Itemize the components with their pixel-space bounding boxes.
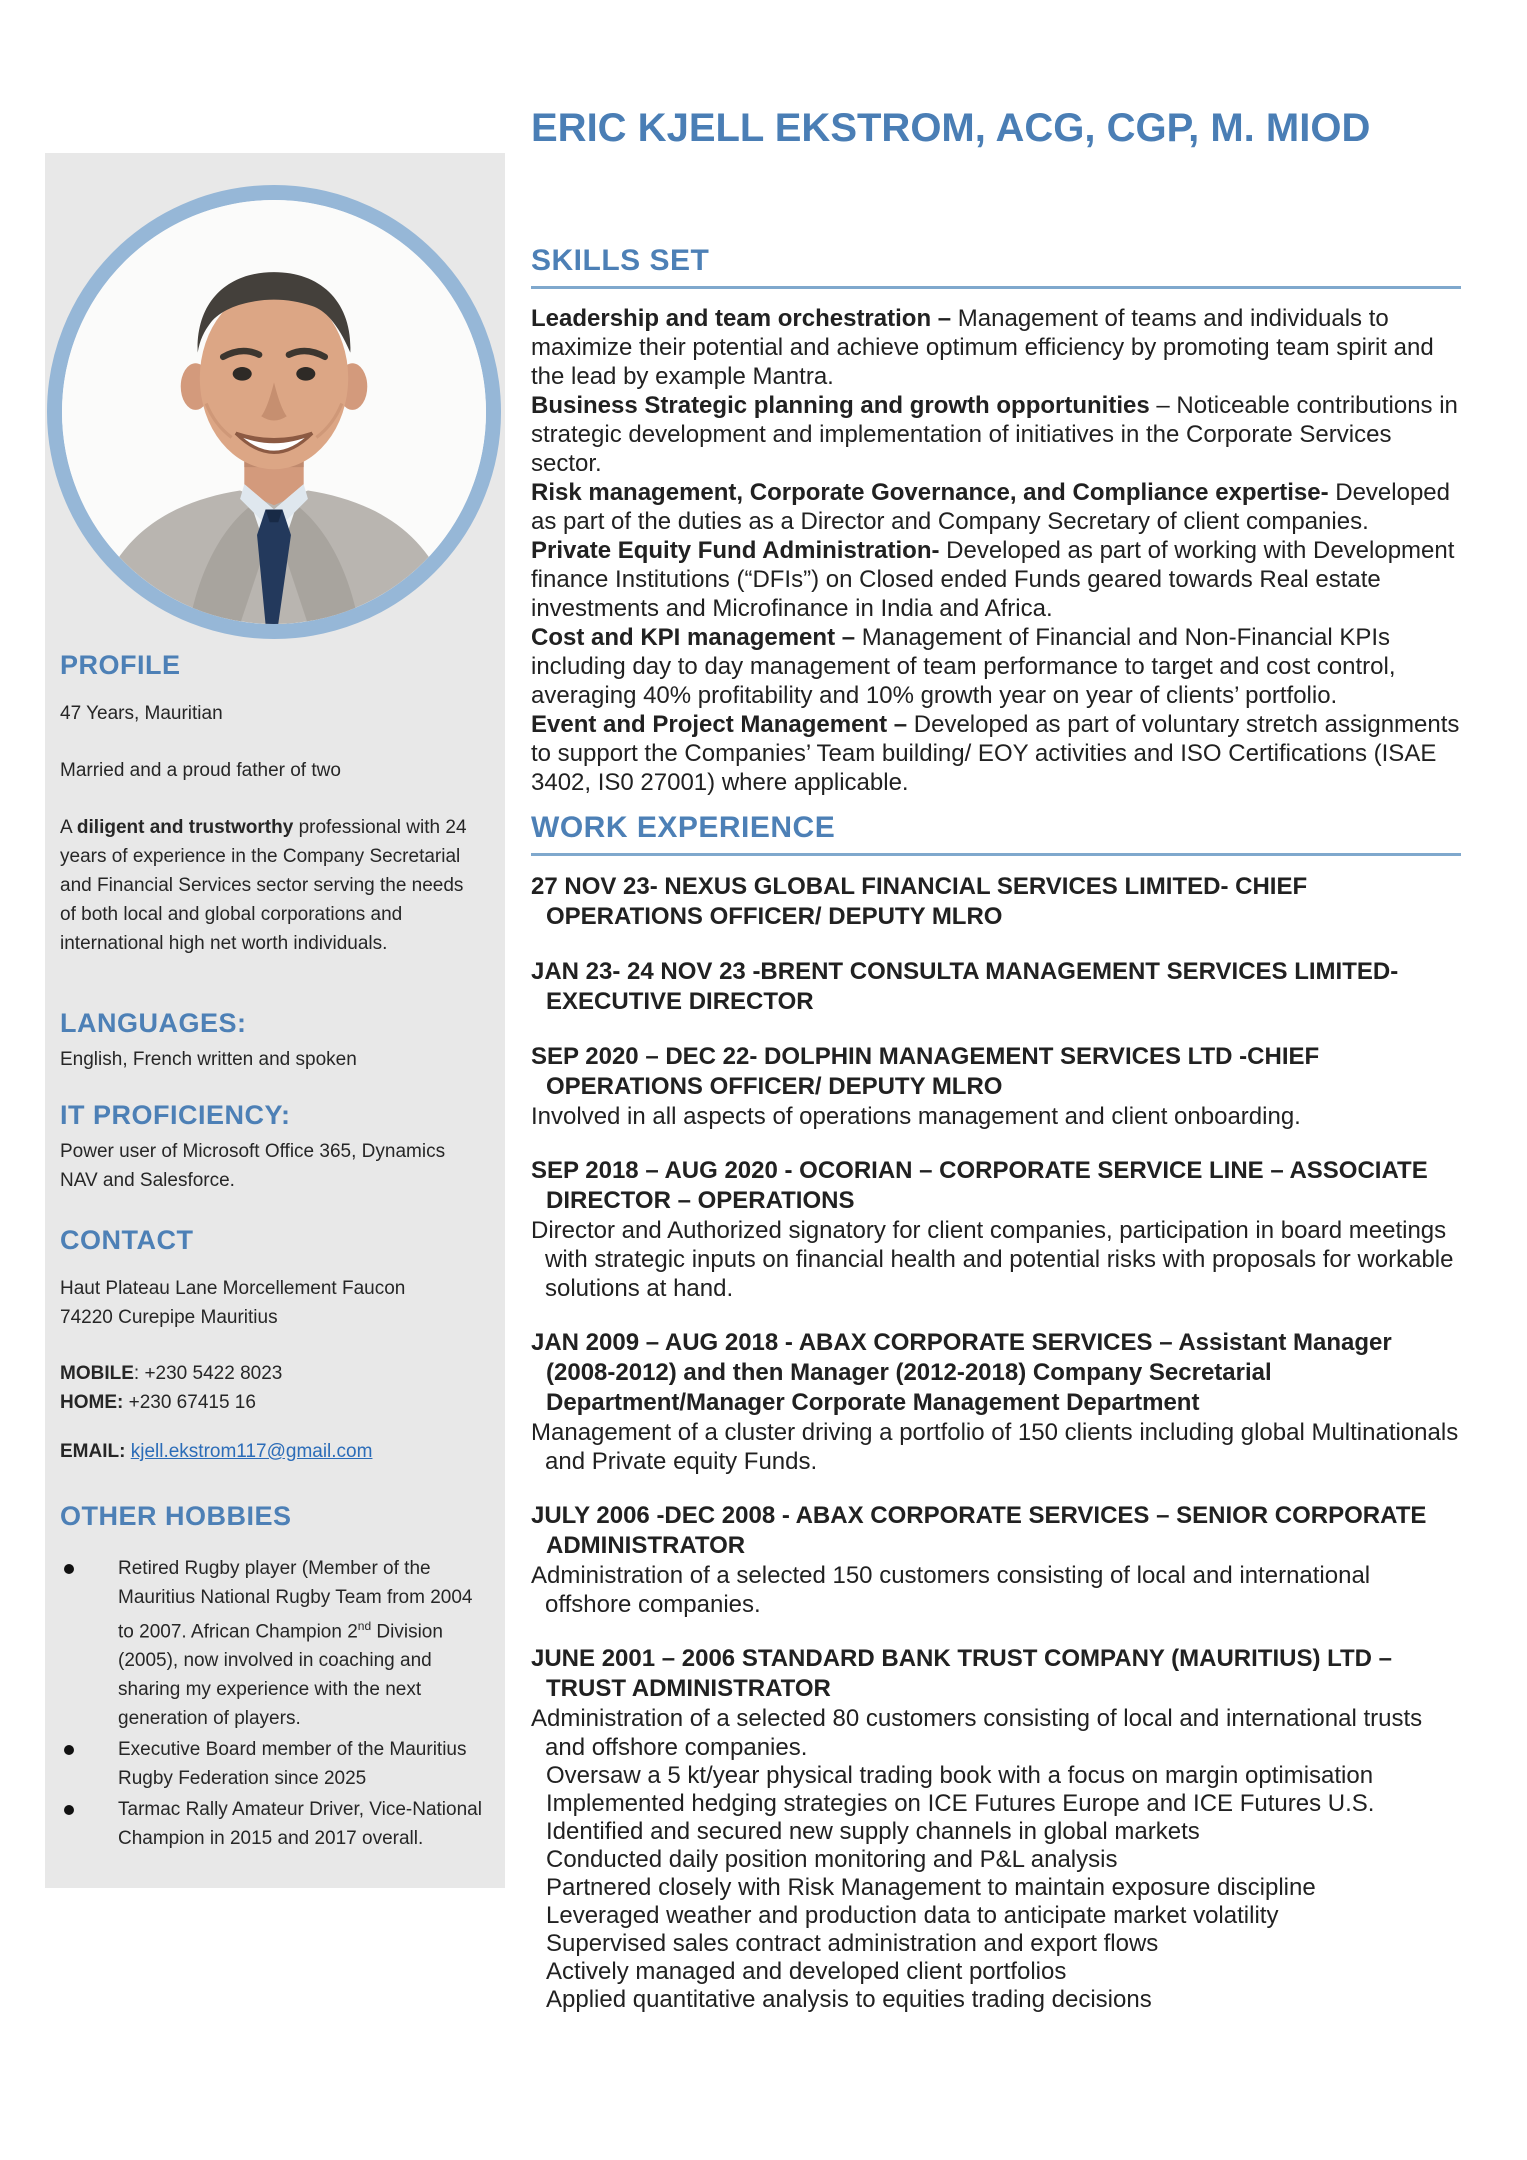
home-label: HOME: [60, 1392, 124, 1413]
achievement-line: Leveraged weather and production data to anticipate market volatility [546, 1902, 1279, 1929]
hobby-item-rugby-player: Retired Rugby player (Member of the Mauritius National Rugby Team from 2004 to 2007. African Champion 2nd Division (2005), now involved in coaching and sharing my experience with the next generation of players. [60, 1554, 483, 1733]
skill-item: Business Strategic planning and growth opportunities – Noticeable contributions in strategic development and implementation of initiatives in the Corporate Services sector. [531, 392, 1458, 477]
contact-email [60, 1437, 483, 1466]
achievement-line: Identified and secured new supply channels in global markets [546, 1818, 1200, 1845]
it-proficiency-text: Power user of Microsoft Office 365, Dynamics NAV and Salesforce. [60, 1141, 446, 1191]
hobby-item-board-member: Executive Board member of the Mauritius Rugby Federation since 2025 [60, 1735, 483, 1793]
skill-item: Leadership and team orchestration – Management of teams and individuals to maximize their potential and achieve optimum efficiency by promoting team spirit and the lead by example Mantra. [531, 305, 1434, 390]
page-title: ERIC KJELL EKSTROM, ACG, CGP, M. MIOD [531, 106, 1371, 150]
sidebar-content [60, 650, 483, 1855]
experience-entry-nexus: 27 NOV 23- NEXUS GLOBAL FINANCIAL SERVICES LIMITED- CHIEF OPERATIONS OFFICER/ DEPUTY MLRO [531, 873, 1308, 930]
experience-entry-dolphin: SEP 2020 – DEC 22- DOLPHIN MANAGEMENT SERVICES LTD -CHIEF OPERATIONS OFFICER/ DEPUTY MLRO Involved in all aspects of operations management and client onboarding. [531, 1042, 1461, 1131]
achievement-line: Conducted daily position monitoring and P&L analysis [546, 1846, 1118, 1873]
achievement-line: Applied quantitative analysis to equities trading decisions [546, 1986, 1152, 2013]
skill-item: Risk management, Corporate Governance, and Compliance expertise- Developed as part of the duties as a Director and Company Secretary of client companies. [531, 479, 1450, 535]
contact-phones: MOBILE: +230 5422 8023 HOME: +230 67415 16 [60, 1363, 283, 1413]
skill-item: Cost and KPI management – Management of Financial and Non-Financial KPIs including day to day management of team performance to target and cost control, averaging 40% profitability and 10% growth year on year of clients’ portfolio. [531, 624, 1396, 709]
profile-photo [47, 185, 501, 639]
experience-entry-abax-manager: JAN 2009 – AUG 2018 - ABAX CORPORATE SERVICES – Assistant Manager (2008-2012) and then Manager (2012-2018) Company Secretarial Department/Manager Corporate Management Department Management of a cluster driving a portfolio of 150 clients including global Multinationals and Private equity Funds. [531, 1328, 1461, 1476]
entry-description: Administration of a selected 150 customers consisting of local and international offshore companies. [531, 1562, 1371, 1618]
sidebar [45, 153, 505, 1888]
contact-address: Haut Plateau Lane Morcellement Faucon 74220 Curepipe Mauritius [60, 1278, 406, 1328]
main-column [531, 104, 1461, 2014]
email-link[interactable]: kjell.ekstrom117@gmail.com [130, 1441, 373, 1462]
experience-entry-abax-senior: JULY 2006 -DEC 2008 - ABAX CORPORATE SERVICES – SENIOR CORPORATE ADMINISTRATOR Administration of a selected 150 customers consisting of local and international offshore companies. [531, 1501, 1461, 1619]
achievement-line: Implemented hedging strategies on ICE Futures Europe and ICE Futures U.S. [546, 1790, 1375, 1817]
achievement-line: Oversaw a 5 kt/year physical trading book with a focus on margin optimisation [546, 1762, 1374, 1789]
achievement-line: Supervised sales contract administration and export flows [546, 1930, 1159, 1957]
experience-entry-standard-bank: JUNE 2001 – 2006 STANDARD BANK TRUST COMPANY (MAURITIUS) LTD – TRUST ADMINISTRATOR Administration of a selected 80 customers consisting of local and international trusts and offshore companies. [531, 1644, 1461, 1762]
email-label: EMAIL: [60, 1441, 131, 1462]
languages-text: English, French written and spoken [60, 1049, 357, 1070]
bullet-icon [64, 1564, 74, 1574]
contact-heading: CONTACT [60, 1225, 194, 1255]
bullet-icon [64, 1805, 74, 1815]
experience-entry-brent: JAN 23- 24 NOV 23 -BRENT CONSULTA MANAGEMENT SERVICES LIMITED- EXECUTIVE DIRECTOR [531, 958, 1399, 1015]
work-experience-heading: WORK EXPERIENCE [531, 811, 1461, 856]
additional-achievements [531, 1762, 1461, 2014]
entry-description: Involved in all aspects of operations management and client onboarding. [531, 1103, 1301, 1130]
skills-set-heading: SKILLS SET [531, 244, 1461, 289]
languages-heading: LANGUAGES: [60, 1008, 247, 1038]
entry-description: Director and Authorized signatory for client companies, participation in board meetings with strategic inputs on financial health and potential risks with proposals for workable solutions at hand. [531, 1217, 1454, 1302]
skill-item: Event and Project Management – Developed as part of voluntary stretch assignments to support the Companies’ Team building/ EOY activities and ISO Certifications (ISAE 3402, IS0 27001) where applicable. [531, 711, 1460, 796]
profile-summary: A diligent and trustworthy professional with 24 years of experience in the Company Secretarial and Financial Services sector serving the needs of both local and global corporations and international high net worth individuals. [60, 817, 467, 954]
achievement-line: Actively managed and developed client portfolios [546, 1958, 1067, 1985]
experience-entries [531, 872, 1461, 2014]
entry-description: Administration of a selected 80 customers consisting of local and international trusts and offshore companies. [531, 1705, 1423, 1761]
hobby-item-rally-driver: Tarmac Rally Amateur Driver, Vice-National Champion in 2015 and 2017 overall. [60, 1795, 483, 1853]
hobbies-list [60, 1554, 483, 1853]
it-proficiency-heading: IT PROFICIENCY: [60, 1100, 291, 1130]
mobile-label: MOBILE [60, 1363, 134, 1384]
bullet-icon [64, 1745, 74, 1755]
portrait-illustration [62, 200, 486, 624]
experience-entry-ocorian: SEP 2018 – AUG 2020 - OCORIAN – CORPORATE SERVICE LINE – ASSOCIATE DIRECTOR – OPERATIONS Director and Authorized signatory for client companies, participation in board meetings with strategic inputs on financial health and potential risks with proposals for workable solutions at hand. [531, 1156, 1461, 1303]
profile-heading: PROFILE [60, 650, 181, 680]
entry-description: Management of a cluster driving a portfolio of 150 clients including global Multinationals and Private equity Funds. [531, 1419, 1459, 1475]
summary-bold: diligent and trustworthy [76, 817, 294, 838]
profile-family: Married and a proud father of two [60, 760, 341, 781]
achievement-line: Partnered closely with Risk Management to maintain exposure discipline [546, 1874, 1316, 1901]
hobbies-heading: OTHER HOBBIES [60, 1501, 292, 1531]
profile-age: 47 Years, Mauritian [60, 703, 223, 724]
skill-item: Private Equity Fund Administration- Developed as part of working with Development finance Institutions (“DFIs”) on Closed ended Funds geared towards Real estate investments and Microfinance in India and Africa. [531, 537, 1455, 622]
skills-list [531, 304, 1461, 797]
